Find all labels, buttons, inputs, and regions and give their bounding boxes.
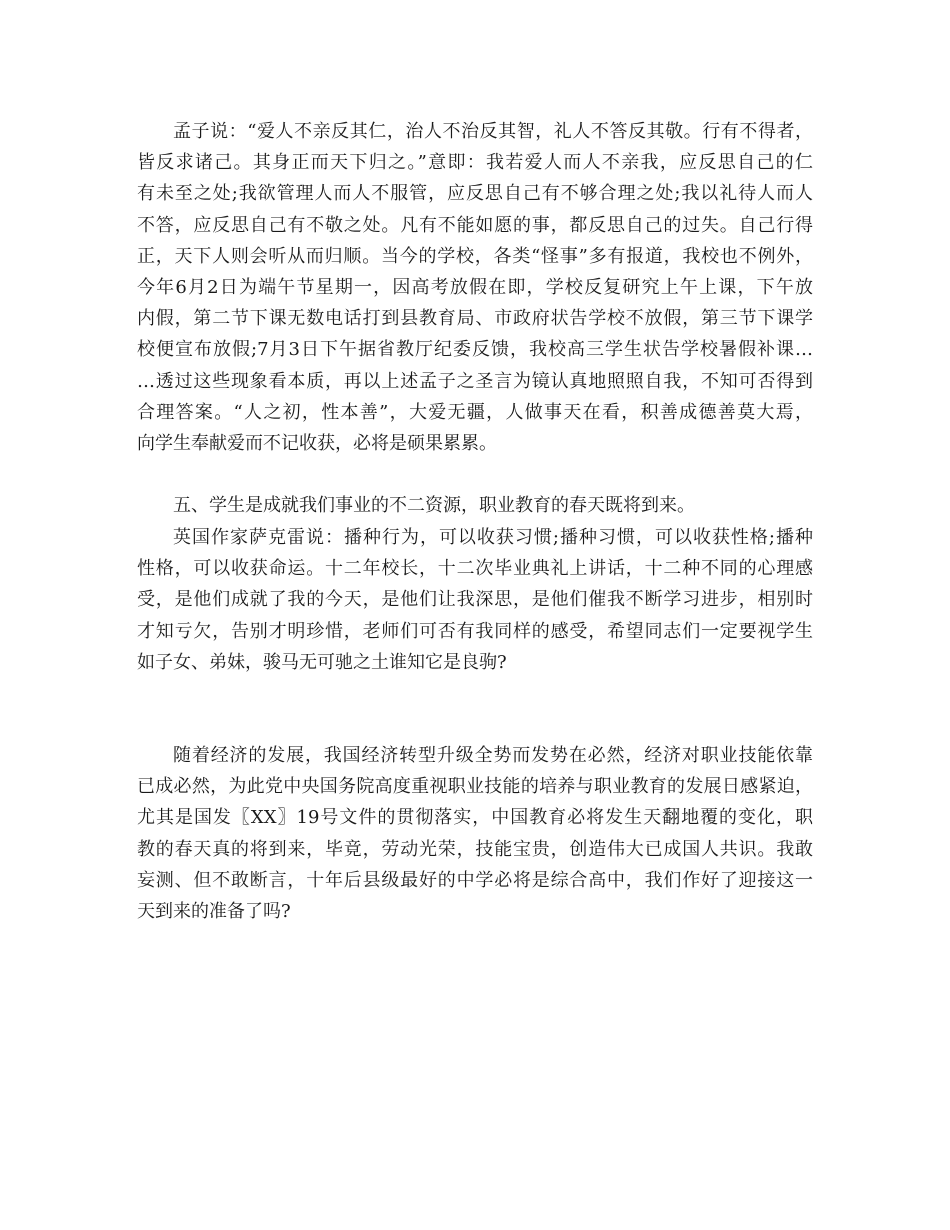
text-line: 教的春天真的将到来，毕竟，劳动光荣，技能宝贵，创造伟大已成国人共识。我敢 [137,838,813,860]
text-line: 天到来的准备了吗? [137,900,291,922]
text-line: 妄测、但不敢断言，十年后县级最好的中学必将是综合高中，我们作好了迎接这一 [137,869,813,891]
text-line: 皆反求诸己。其身正而天下归之。”意即：我若爱人而人不亲我，应反思自己的仁 [137,152,813,174]
text-line: 正，天下人则会听从而归顺。当今的学校，各类“怪事”多有报道，我校也不例外， [137,245,813,267]
text-line: 孟子说：“爱人不亲反其仁，治人不治反其智，礼人不答反其敬。行有不得者， [173,121,813,142]
text-line: 已成必然，为此党中央国务院高度重视职业技能的培养与职业教育的发展日感紧迫， [137,776,813,798]
text-line: 今年6月2日为端午节星期一，因高考放假在即，学校反复研究上午上课，下午放 [137,276,813,298]
paragraph-mencius [137,116,813,459]
text-line: 合理答案。“人之初，性本善”，大爱无疆，人做事天在看，积善成德善莫大焉， [137,401,813,423]
text-line: 尤其是国发〖XX〗19号文件的贯彻落实，中国教育必将发生天翻地覆的变化，职 [137,807,813,829]
text-line: 英国作家萨克雷说：播种行为，可以收获习惯;播种习惯，可以收获性格;播种 [173,527,813,548]
section-heading-five [137,490,813,521]
paragraph-thackeray [137,522,813,678]
text-line: 如子女、弟妹，骏马无可驰之土谁知它是良驹? [137,651,507,673]
text-line: …透过这些现象看本质，再以上述孟子之圣言为镜认真地照照自我，不知可否得到 [137,370,813,392]
text-line: 不答，应反思自己有不敬之处。凡有不能如愿的事，都反思自己的过失。自己行得 [137,214,813,236]
paragraph-economy [137,740,813,927]
text-line: 向学生奉献爱而不记收获，必将是硕果累累。 [137,432,497,454]
text-line: 校便宣布放假;7月3日下午据省教厅纪委反馈，我校高三学生状告学校暑假补课… [137,339,813,361]
text-line: 性格，可以收获命运。十二年校长，十二次毕业典礼上讲话，十二种不同的心理感 [137,558,813,580]
text-line: 五、学生是成就我们事业的不二资源，职业教育的春天既将到来。 [173,495,695,516]
text-line: 内假，第二节下课无数电话打到县教育局、市政府状告学校不放假，第三节下课学 [137,308,813,330]
text-line: 才知亏欠，告别才明珍惜，老师们可否有我同样的感受，希望同志们一定要视学生 [137,620,813,642]
text-line: 随着经济的发展，我国经济转型升级全势而发势在必然，经济对职业技能依靠 [173,745,813,766]
text-line: 受，是他们成就了我的今天，是他们让我深思，是他们催我不断学习进步，相别时 [137,589,813,611]
text-line: 有未至之处;我欲管理人而人不服管，应反思自己有不够合理之处;我以礼待人而人 [137,183,813,205]
